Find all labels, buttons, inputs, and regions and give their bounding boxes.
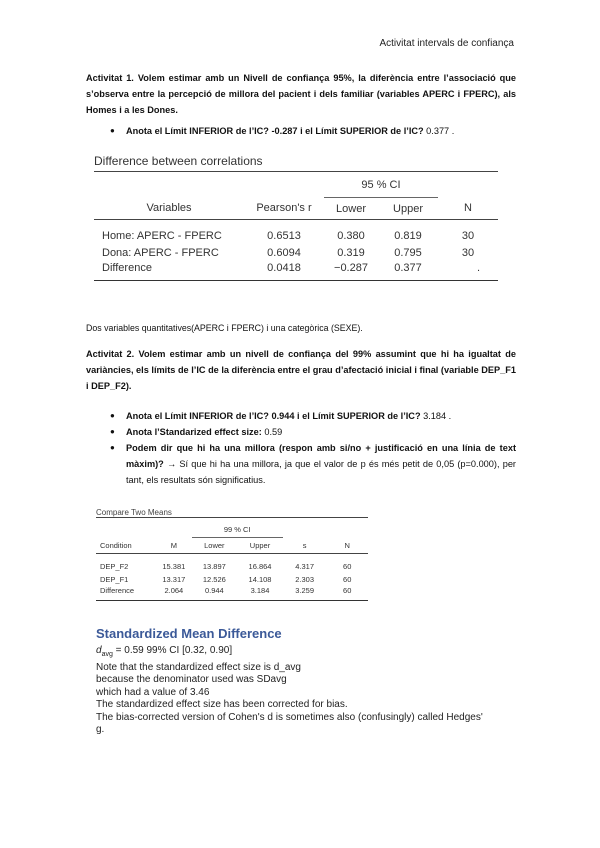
smd-effect-line xyxy=(96,645,516,662)
smd-d-symbol: d xyxy=(96,645,102,656)
activity2-bullet-answer: Sí que hi ha una millora, ja que el valor de p és més petit de 0,05 (p=0.000), per tant, els resultats són significatius. xyxy=(126,459,516,485)
table-cell: 15.381 xyxy=(162,561,186,571)
activity2-bullet xyxy=(106,440,516,488)
activity2-bullets xyxy=(106,408,516,488)
table-cell: 16.864 xyxy=(248,561,272,571)
activity2-text: Volem estimar amb un nivell de confiança del 99% assumint que hi ha igualtat de variàncies, els límits de l’IC de la diferència entre el grau d’afectació inicial i final (variable DEP_F1 i DEP_F2). xyxy=(86,349,516,391)
table-cell: 0.319 xyxy=(337,247,365,259)
correlations-table xyxy=(94,171,498,281)
table-row xyxy=(96,573,368,586)
table-row xyxy=(94,262,498,281)
compare-means-table xyxy=(96,517,368,601)
table2-title: Compare Two Means xyxy=(96,508,172,517)
table-cell: 60 xyxy=(343,585,352,595)
activity2-bullet xyxy=(106,408,516,424)
table1-col-header: Variables xyxy=(146,202,192,215)
table-cell: DEP_F1 xyxy=(100,574,129,584)
table-cell: 0.6513 xyxy=(267,230,301,242)
table2-col-header: Upper xyxy=(249,541,271,550)
table-cell: 0.944 xyxy=(204,585,224,595)
table-row xyxy=(94,228,498,245)
table-cell: 0.380 xyxy=(337,230,365,242)
smd-note-line: which had a value of 3.46 xyxy=(96,686,210,698)
activity2-bullet xyxy=(106,424,516,440)
table1-ci-header: 95 % CI xyxy=(324,172,438,198)
table-cell: −0.287 xyxy=(334,261,368,274)
activity1-paragraph xyxy=(86,70,516,118)
table1-col-header: Lower xyxy=(336,202,366,215)
smd-title: Standardized Mean Difference xyxy=(96,626,282,641)
table2-col-header: Condition xyxy=(100,540,132,550)
table-cell: 12.526 xyxy=(202,574,226,584)
activity1-bullet xyxy=(106,123,516,139)
table-row xyxy=(96,586,368,601)
smd-output xyxy=(96,645,516,737)
activity2-label: Activitat 2. xyxy=(86,349,135,359)
table2-col-header: N xyxy=(344,540,350,550)
table-cell: 3.259 xyxy=(295,585,315,595)
activity1-bullet-value: 0.377 . xyxy=(426,126,455,136)
smd-note-line: The bias-corrected version of Cohen's d is sometimes also (confusingly) called Hedges' xyxy=(96,711,483,723)
activity1-bullets xyxy=(106,123,516,139)
table-cell: 3.184 xyxy=(250,585,270,595)
table-cell: 14.108 xyxy=(248,574,272,584)
table2-col-header: M xyxy=(170,540,177,550)
table-cell: 0.819 xyxy=(394,230,422,242)
table-cell: 60 xyxy=(343,561,352,571)
activity2-bullet-text: Anota el Límit INFERIOR de l’IC? 0.944 i el Límit SUPERIOR de l’IC? xyxy=(126,411,424,421)
smd-note-line: Note that the standardized effect size is d_avg xyxy=(96,661,301,673)
table-cell: . xyxy=(476,261,480,274)
table-row xyxy=(96,560,368,573)
table2-col-header: Lower xyxy=(204,541,225,550)
smd-note-line: because the denominator used was SDavg xyxy=(96,674,287,685)
table-cell: 30 xyxy=(461,247,475,259)
smd-note-line: g. xyxy=(96,724,105,735)
activity2-paragraph xyxy=(86,346,516,394)
table-cell: 4.317 xyxy=(295,561,315,571)
table-cell: 13.897 xyxy=(202,561,226,571)
table-cell: 2.064 xyxy=(164,585,184,595)
document-header: Activitat intervals de confiança xyxy=(379,38,514,49)
table1-title: Difference between correlations xyxy=(94,154,263,168)
table1-col-header: Pearson's r xyxy=(256,202,312,215)
table-cell: Home: APERC - FPERC xyxy=(102,230,222,242)
table-cell: 2.303 xyxy=(295,574,315,584)
table-cell: 0.6094 xyxy=(267,247,301,259)
table-cell: Difference xyxy=(100,585,135,595)
table-row xyxy=(94,245,498,262)
table-cell: 30 xyxy=(461,230,475,242)
table-cell: Dona: APERC - FPERC xyxy=(102,247,219,259)
table-cell: 0.795 xyxy=(394,247,422,259)
activity2-bullet-text: Anota l’Standarized effect size: xyxy=(126,427,265,437)
table-cell: 0.377 xyxy=(394,261,422,274)
table-cell: Difference xyxy=(102,261,152,274)
smd-d-subscript: avg xyxy=(101,651,113,658)
activity1-text: Volem estimar amb un Nivell de confiança 95%, la diferència entre l’associació que s’observa entre la percepció de millora del pacient i dels familiar (variables APERC i FPERC), als Homes i a les Dones. xyxy=(86,73,517,115)
activity1-bullet-text: Anota el Límit INFERIOR de l’IC? -0.287 i el Límit SUPERIOR de l’IC? xyxy=(126,126,427,136)
table2-col-header: s xyxy=(302,540,307,550)
activity2-bullet-value: 3.184 . xyxy=(423,411,452,421)
table1-col-header: N xyxy=(464,202,472,215)
activity2-bullet-value: 0.59 xyxy=(264,427,283,437)
table1-col-header: Upper xyxy=(393,202,423,215)
smd-note-line: The standardized effect size has been corrected for bias. xyxy=(96,699,348,710)
table-cell: 60 xyxy=(343,574,352,584)
variables-note: Dos variables quantitatives(APERC i FPERC) i una categòrica (SEXE). xyxy=(86,323,363,333)
table-cell: 13.317 xyxy=(162,574,186,584)
table2-ci-header: 99 % CI xyxy=(192,518,283,538)
table-cell: 0.0418 xyxy=(267,261,301,274)
activity1-label: Activitat 1. xyxy=(86,73,134,83)
activity2-bullet-text: Podem dir que hi ha una millora (respon amb si/no + justificació en una línia de text màxim)? → xyxy=(126,443,516,469)
smd-effect-value: = 0.59 99% CI [0.32, 0.90] xyxy=(112,645,233,656)
table-cell: DEP_F2 xyxy=(100,561,129,571)
